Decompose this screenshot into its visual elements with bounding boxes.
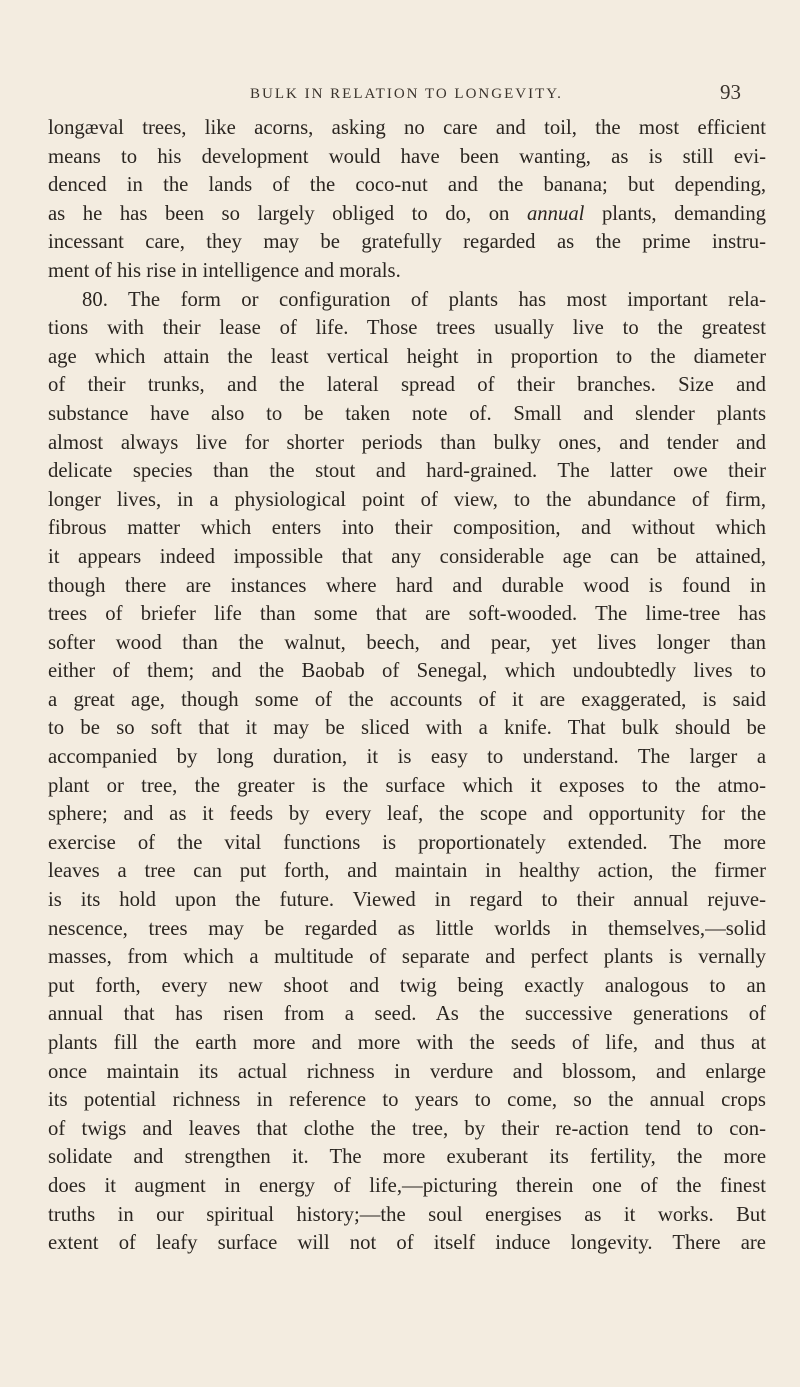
text-line: to be so soft that it may be sliced with a knife. That bulk should be (48, 717, 766, 740)
text-line: delicate species than the stout and hard-grained. The latter owe their (48, 460, 766, 483)
text-line: accompanied by long duration, it is easy to understand. The larger a (48, 746, 766, 769)
text-fragment: plants, demanding (601, 202, 767, 225)
text-line: annual that has risen from a seed. As the successive generations of (48, 1003, 766, 1026)
text-line-with-italic (48, 200, 766, 229)
text-line: plants fill the earth more and more with the seeds of life, and thus at (48, 1032, 766, 1054)
text-line: does it augment in energy of life,—picturing therein one of the finest (48, 1174, 766, 1197)
body-text (48, 114, 766, 1258)
paragraph-start: 80. The form or configuration of plants has most important rela- (82, 288, 766, 311)
text-line: though there are instances where hard and durable wood is found in (48, 574, 766, 597)
text-line: plant or tree, the greater is the surface which it exposes to the atmo- (48, 774, 766, 797)
text-line: almost always live for shorter periods than bulky ones, and tender and (48, 431, 766, 454)
text-line: of their trunks, and the lateral spread of their branches. Size and (48, 374, 766, 397)
text-line: it appears indeed impossible that any considerable age can be attained, (48, 545, 766, 568)
page-number: 93 (720, 80, 741, 104)
text-line: its potential richness in reference to years to come, so the annual crops (48, 1089, 766, 1112)
text-line: of twigs and leaves that clothe the tree, by their re-action tend to con- (48, 1117, 766, 1140)
text-line: longæval trees, like acorns, asking no care and toil, the most efficient (48, 117, 766, 139)
text-line: ment of his rise in intelligence and morals. (48, 259, 401, 282)
text-line: put forth, every new shoot and twig being exactly analogous to an (48, 974, 766, 997)
text-line: truths in our spiritual history;—the soul energises as it works. But (48, 1203, 766, 1226)
text-line: leaves a tree can put forth, and maintain in healthy action, the firmer (48, 860, 766, 883)
text-line: age which attain the least vertical height in proportion to the diameter (48, 345, 766, 368)
text-line: tions with their lease of life. Those trees usually live to the greatest (48, 317, 766, 340)
text-line: once maintain its actual richness in verdure and blossom, and enlarge (48, 1060, 766, 1083)
text-line: softer wood than the walnut, beech, and pear, yet lives longer than (48, 631, 766, 654)
running-head: BULK IN RELATION TO LONGEVITY. (250, 86, 563, 102)
text-line: fibrous matter which enters into their composition, and without which (48, 517, 766, 540)
text-line: longer lives, in a physiological point of view, to the abundance of firm, (48, 488, 766, 511)
text-line: sphere; and as it feeds by every leaf, the scope and opportunity for the (48, 803, 766, 826)
text-line: nescence, trees may be regarded as little worlds in themselves,—solid (48, 917, 766, 940)
text-line: a great age, though some of the accounts of it are exaggerated, is said (48, 688, 766, 711)
text-line: masses, from which a multitude of separate and perfect plants is vernally (48, 946, 766, 969)
text-line: extent of leafy surface will not of itself induce longevity. There are (48, 1232, 766, 1255)
text-line: incessant care, they may be gratefully regarded as the prime instru- (48, 231, 766, 254)
text-line: denced in the lands of the coco-nut and the banana; but depending, (48, 174, 766, 197)
text-fragment: as he has been so largely obliged to do, on (48, 202, 510, 225)
text-line: either of them; and the Baobab of Senegal, which undoubtedly lives to (48, 660, 766, 683)
text-line: is its hold upon the future. Viewed in regard to their annual rejuve- (48, 889, 766, 912)
text-line: substance have also to be taken note of. Small and slender plants (48, 402, 766, 425)
text-line: exercise of the vital functions is proportionately extended. The more (48, 831, 766, 854)
italic-word: annual (526, 202, 585, 225)
text-line: solidate and strengthen it. The more exuberant its fertility, the more (48, 1146, 766, 1169)
text-line: means to his development would have been wanting, as is still evi- (48, 145, 766, 168)
text-line: trees of briefer life than some that are soft-wooded. The lime-tree has (48, 603, 766, 626)
